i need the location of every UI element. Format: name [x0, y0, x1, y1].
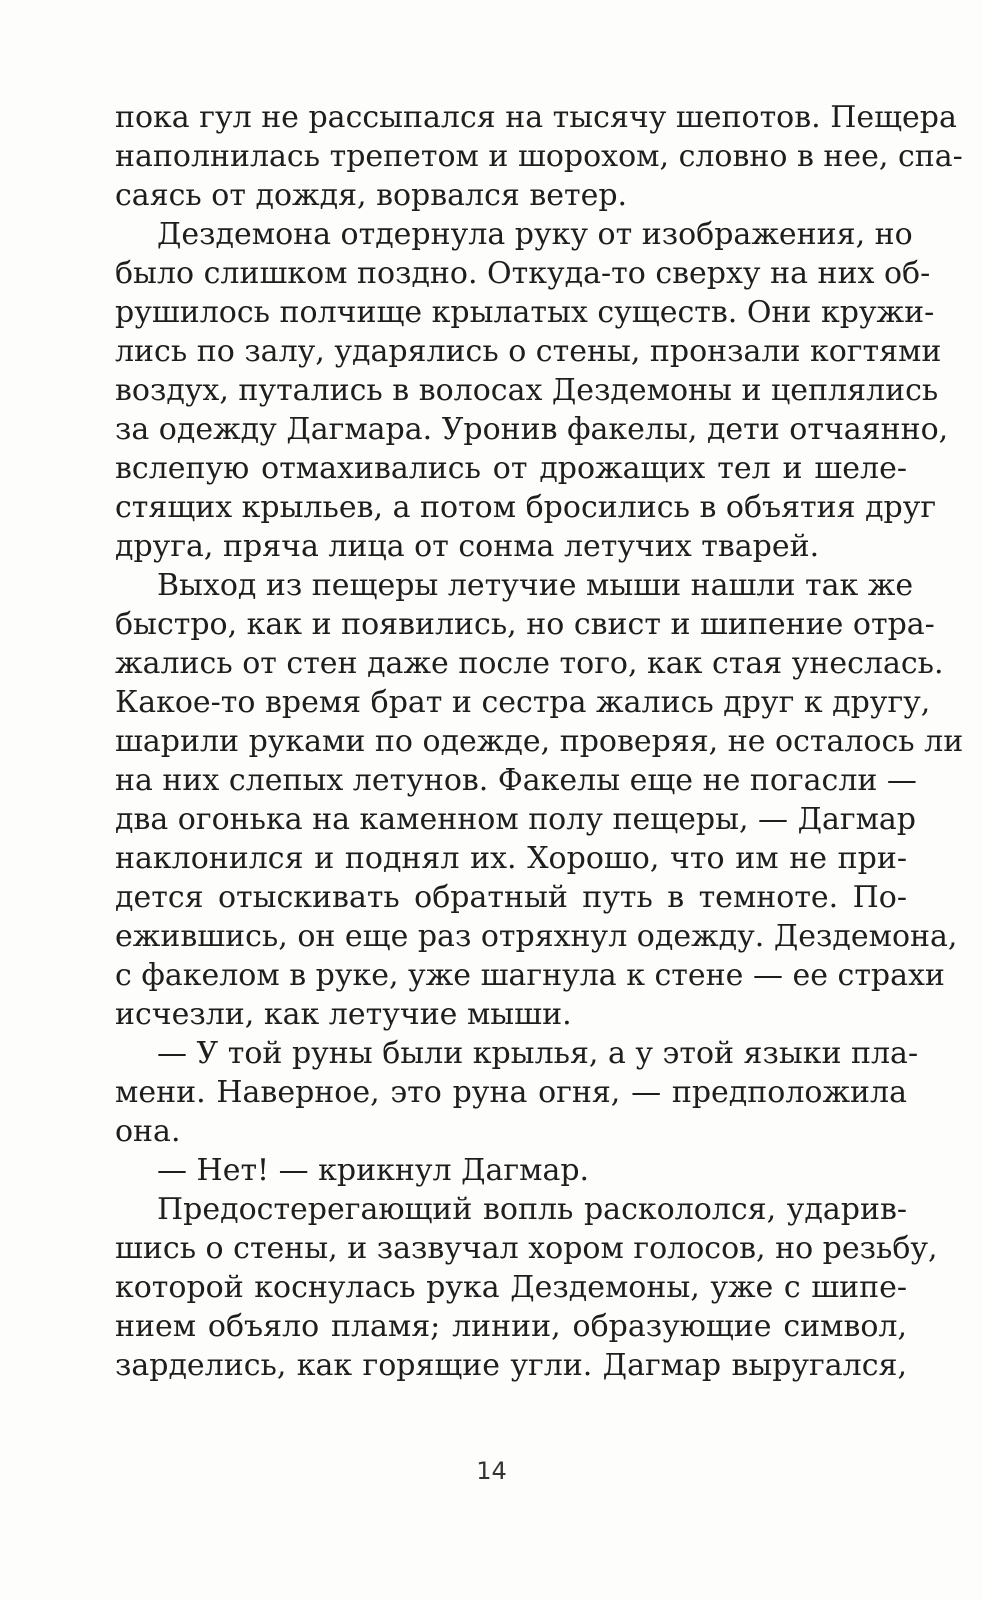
text-line: быстро, как и появились, но свист и шипение отра- [115, 607, 935, 642]
text-line: Предостерегающий вопль раскололся, ударив- [157, 1192, 907, 1227]
text-line: на них слепых летунов. Факелы еще не погасли — [115, 763, 917, 798]
page-number: 14 [476, 1457, 507, 1485]
text-line: зарделись, как горящие угли. Дагмар выругался, [115, 1348, 907, 1383]
text-line: два огонька на каменном полу пещеры, — Дагмар [115, 802, 916, 837]
text-line: ежившись, он еще раз отряхнул одежду. Дездемона, [115, 919, 958, 954]
text-line: — У той руны были крылья, а у этой языки пла- [157, 1036, 919, 1071]
text-line: наполнилась трепетом и шорохом, словно в нее, спа- [115, 139, 963, 174]
text-line: воздух, путались в волосах Дездемоны и цеплялись [115, 373, 939, 408]
body-text [115, 98, 964, 1385]
text-line: рушилось полчище крылатых существ. Они кружи- [115, 295, 935, 330]
text-line: шарили руками по одежде, проверяя, не осталось ли [115, 724, 964, 759]
text-line: стящих крыльев, а потом бросились в объятия друг [115, 490, 937, 525]
text-line: шись о стены, и зазвучал хором голосов, но резьбу, [115, 1231, 938, 1266]
text-line: она. [115, 1114, 181, 1149]
text-line: пока гул не рассыпался на тысячу шепотов. Пещера [115, 100, 957, 135]
text-line: жались от стен даже после того, как стая унеслась. [115, 646, 944, 681]
text-line: лись по залу, ударялись о стены, пронзали когтями [115, 334, 942, 369]
text-line: Дездемона отдернула руку от изображения, но [157, 217, 913, 252]
text-line: — Нет! — крикнул Дагмар. [157, 1153, 590, 1188]
text-line: которой коснулась рука Дездемоны, уже с шипе- [115, 1270, 907, 1305]
text-line: исчезли, как летучие мыши. [115, 997, 572, 1032]
text-line: за одежду Дагмара. Уронив факелы, дети отчаянно, [115, 412, 949, 447]
text-line: с факелом в руке, уже шагнула к стене — ее страхи [115, 958, 945, 993]
text-line: друга, пряча лица от сонма летучих тварей. [115, 529, 820, 564]
text-line: Какое-то время брат и сестра жались друг к другу, [115, 685, 931, 720]
text-line: было слишком поздно. Откуда-то сверху на них об- [115, 256, 931, 291]
text-line: Выход из пещеры летучие мыши нашли так же [157, 568, 914, 603]
text-line: дется отыскивать обратный путь в темноте. По- [115, 880, 907, 915]
text-line: саясь от дождя, ворвался ветер. [115, 178, 628, 213]
text-line: наклонился и поднял их. Хорошо, что им не при- [115, 841, 907, 876]
text-line: мени. Наверное, это руна огня, — предположила [115, 1075, 907, 1110]
text-line: нием объяло пламя; линии, образующие символ, [115, 1309, 907, 1344]
text-line: вслепую отмахивались от дрожащих тел и шеле- [115, 451, 907, 486]
